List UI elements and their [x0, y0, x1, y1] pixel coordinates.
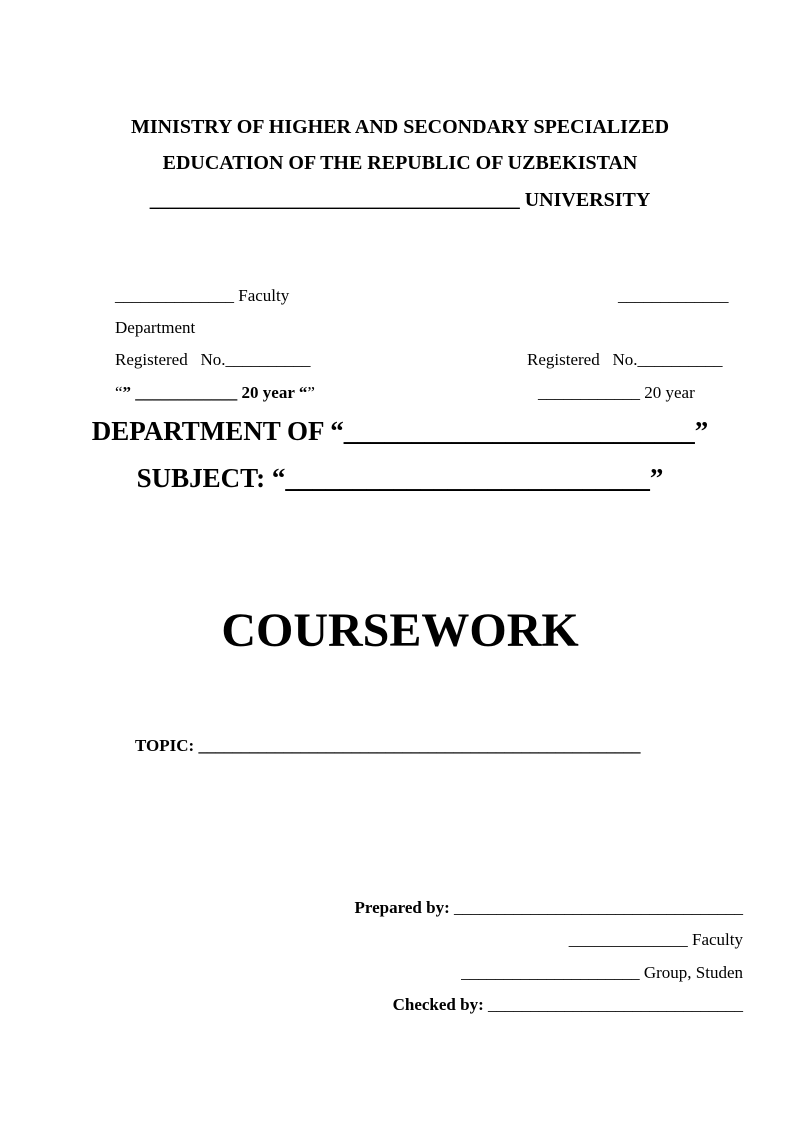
date-left-close-quote: ” [307, 383, 315, 402]
date-left-bold: ” ____________ 20 year “ [122, 383, 308, 402]
date-left [115, 384, 315, 401]
checked-by [393, 996, 743, 1013]
group-student-line: _____________________ Group, Studen [461, 963, 743, 982]
university-line: _____________________________________ UNIVERSITY [149, 189, 651, 211]
faculty-line: ______________ Faculty [568, 930, 743, 949]
faculty-left: ______________ Faculty [115, 286, 290, 305]
prepared-by [355, 899, 743, 916]
subject-line: SUBJECT: “___________________________” [136, 463, 664, 493]
prepared-by-label: Prepared by: [354, 898, 450, 917]
date-right: ____________ 20 year [538, 383, 695, 402]
department-of-line: DEPARTMENT OF “__________________________” [91, 416, 709, 446]
page-title: COURSEWORK [221, 604, 579, 657]
date-left-open-quote: “ [115, 383, 123, 402]
department-label: Department [115, 318, 196, 337]
faculty-right-blank: _____________ [618, 286, 729, 305]
registered-left: Registered No.__________ [115, 350, 311, 369]
topic-line: TOPIC: ____________________________________________________ [135, 736, 641, 755]
prepared-by-blank: __________________________________ [449, 898, 743, 917]
registered-right: Registered No.__________ [527, 350, 723, 369]
ministry-line-2: EDUCATION OF THE REPUBLIC OF UZBEKISTAN [162, 152, 638, 174]
checked-by-blank: ______________________________ [483, 995, 743, 1014]
ministry-line-1: MINISTRY OF HIGHER AND SECONDARY SPECIALIZED [130, 116, 670, 138]
checked-by-label: Checked by: [392, 995, 484, 1014]
